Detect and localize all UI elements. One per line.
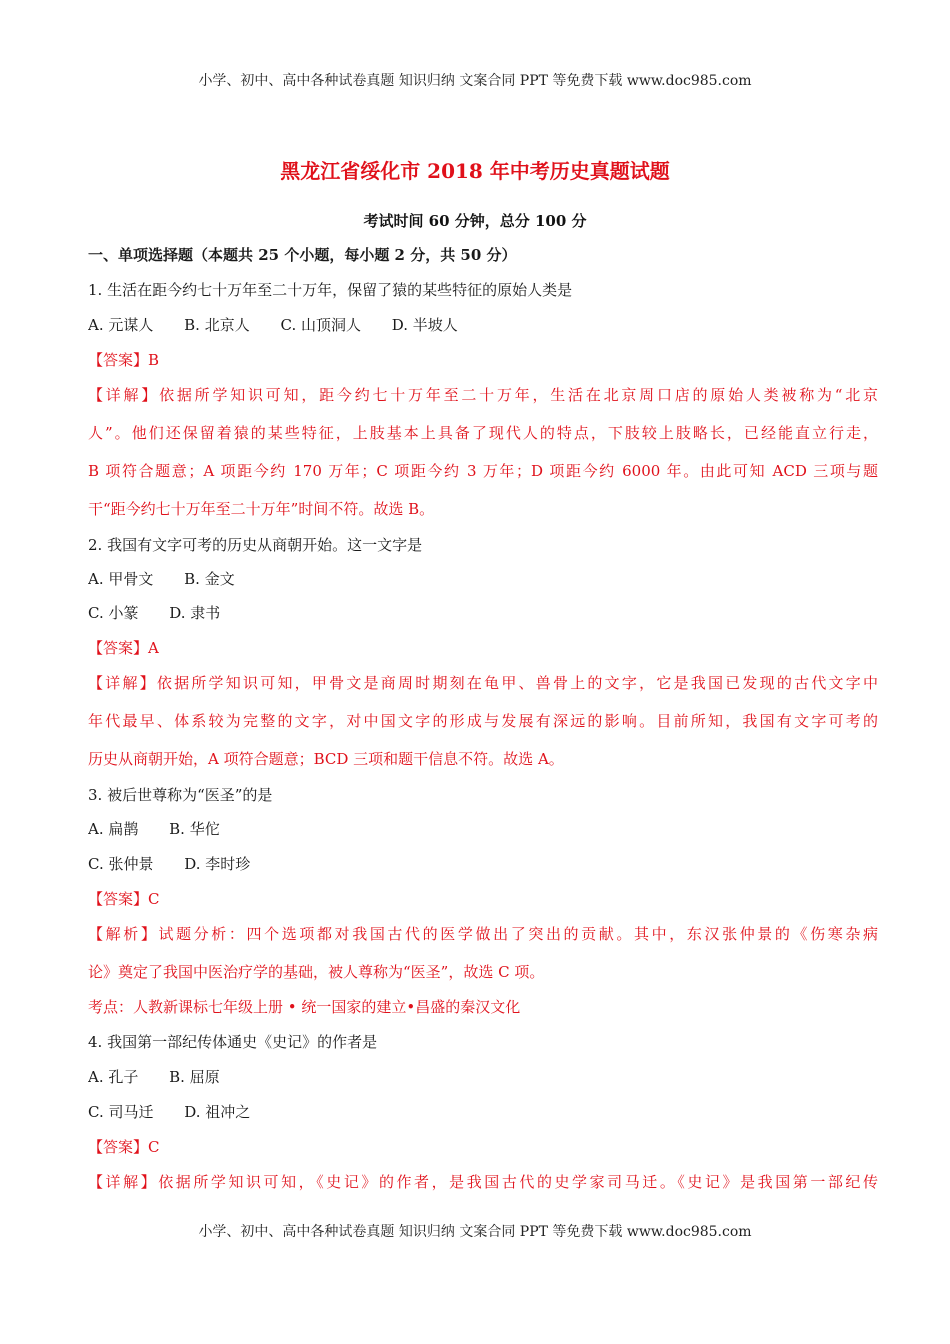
q3-option-c: C. 张仲景 bbox=[88, 855, 154, 873]
question-4-options-row bbox=[88, 1102, 878, 1122]
q2-option-a: A. 甲骨文 bbox=[88, 570, 154, 588]
q4-option-c: C. 司马迁 bbox=[88, 1103, 154, 1121]
question-2-explanation-line: 历史从商朝开始，A 项符合题意；BCD 三项和题干信息不符。故选 A。 bbox=[88, 750, 564, 768]
exam-info: 考试时间 60 分钟，总分 100 分 bbox=[363, 212, 587, 230]
question-3-answer: 【答案】C bbox=[88, 890, 160, 908]
q4-option-b: B. 屈原 bbox=[169, 1068, 220, 1086]
question-2-explanation-line: 年代最早、体系较为完整的文字，对中国文字的形成与发展有深远的影响。目前所知，我国有文字可考的 bbox=[88, 712, 878, 730]
question-1-explanation-line: B 项符合题意；A 项距今约 170 万年；C 项距今约 3 万年；D 项距今约 6000 年。由此可知 ACD 三项与题 bbox=[88, 462, 878, 480]
question-3-options-row bbox=[88, 854, 878, 874]
question-1-explanation-line: 人”。他们还保留着猿的某些特征，上肢基本上具备了现代人的特点，下肢较上肢略长，已经能直立行走， bbox=[88, 424, 878, 442]
question-1-explanation-line: 干“距今约七十万年至二十万年”时间不符。故选 B。 bbox=[88, 500, 435, 518]
question-1-stem: 1. 生活在距今约七十万年至二十万年，保留了猿的某些特征的原始人类是 bbox=[88, 281, 573, 299]
section-heading: 一、单项选择题（本题共 25 个小题，每小题 2 分，共 50 分） bbox=[88, 246, 517, 264]
question-3-options-row bbox=[88, 819, 878, 839]
q4-option-a: A. 孔子 bbox=[88, 1068, 139, 1086]
q1-option-b: B. 北京人 bbox=[184, 316, 250, 334]
q1-option-c: C. 山顶洞人 bbox=[280, 316, 361, 334]
page-footer: 小学、初中、高中各种试卷真题 知识归纳 文案合同 PPT 等免费下载 www.doc985.com bbox=[198, 1224, 752, 1240]
question-3-stem: 3. 被后世尊称为“医圣”的是 bbox=[88, 786, 273, 804]
question-3-kaodian: 考点：人教新课标七年级上册 • 统一国家的建立•昌盛的秦汉文化 bbox=[88, 998, 521, 1016]
q3-option-d: D. 李时珍 bbox=[184, 855, 251, 873]
q1-option-a: A. 元谋人 bbox=[88, 316, 154, 334]
q2-option-d: D. 隶书 bbox=[169, 604, 221, 622]
question-2-options-row bbox=[88, 603, 878, 623]
q4-option-d: D. 祖冲之 bbox=[184, 1103, 251, 1121]
question-4-stem: 4. 我国第一部纪传体通史《史记》的作者是 bbox=[88, 1033, 378, 1051]
q1-option-d: D. 半坡人 bbox=[391, 316, 458, 334]
question-4-options-row bbox=[88, 1067, 878, 1087]
q2-option-c: C. 小篆 bbox=[88, 604, 139, 622]
page-header: 小学、初中、高中各种试卷真题 知识归纳 文案合同 PPT 等免费下载 www.doc985.com bbox=[198, 73, 752, 89]
question-1-explanation-line: 【详解】依据所学知识可知，距今约七十万年至二十万年，生活在北京周口店的原始人类被称为“北京 bbox=[88, 386, 878, 404]
question-4-answer: 【答案】C bbox=[88, 1138, 160, 1156]
question-1-options bbox=[88, 315, 878, 335]
question-2-explanation-line: 【详解】依据所学知识可知，甲骨文是商周时期刻在龟甲、兽骨上的文字，它是我国已发现的古代文字中 bbox=[88, 674, 878, 692]
q3-option-b: B. 华佗 bbox=[169, 820, 220, 838]
question-2-options-row bbox=[88, 569, 878, 589]
question-1-answer: 【答案】B bbox=[88, 351, 160, 369]
question-3-explanation-line: 论》奠定了我国中医治疗学的基础，被人尊称为“医圣”，故选 C 项。 bbox=[88, 963, 545, 981]
page-title: 黑龙江省绥化市 2018 年中考历史真题试题 bbox=[280, 159, 670, 183]
question-3-explanation-line: 【解析】试题分析：四个选项都对我国古代的医学做出了突出的贡献。其中，东汉张仲景的《伤寒杂病 bbox=[88, 925, 878, 943]
question-2-answer: 【答案】A bbox=[88, 639, 159, 657]
q2-option-b: B. 金文 bbox=[184, 570, 235, 588]
question-4-explanation-line: 【详解】依据所学知识可知，《史记》的作者，是我国古代的史学家司马迁。《史记》是我国第一部纪传 bbox=[88, 1173, 878, 1191]
q3-option-a: A. 扁鹊 bbox=[88, 820, 139, 838]
question-2-stem: 2. 我国有文字可考的历史从商朝开始。这一文字是 bbox=[88, 536, 423, 554]
